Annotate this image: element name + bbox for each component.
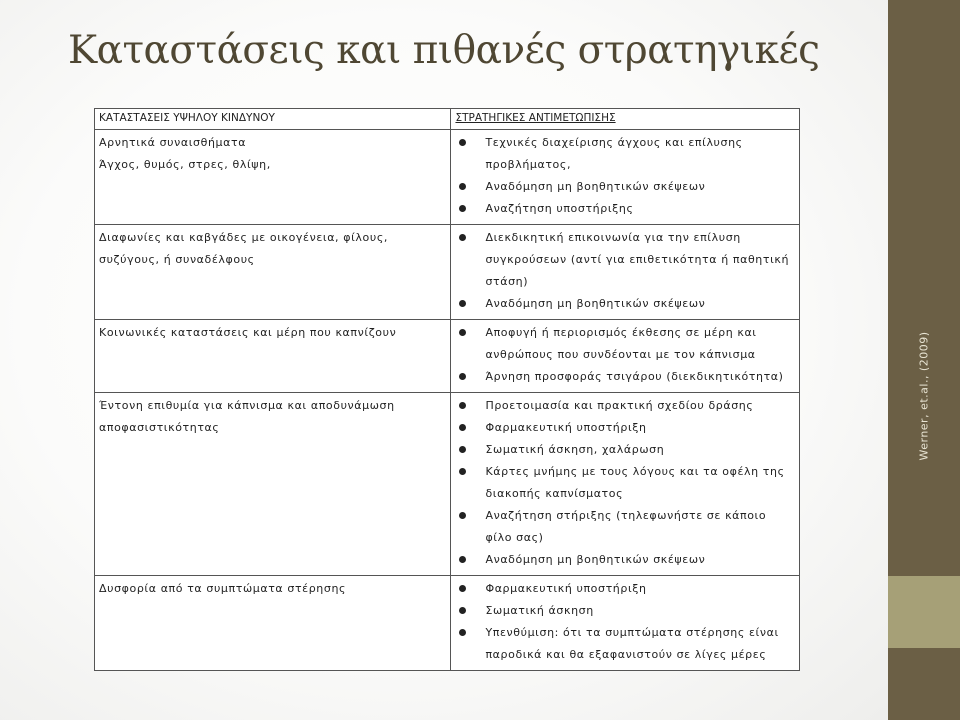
- situation-cell: [95, 130, 451, 225]
- table-row: [95, 393, 800, 576]
- situation-cell: [95, 576, 451, 671]
- strategy-text: Σωματική άσκηση, χαλάρωση: [485, 443, 665, 456]
- table-row: [95, 320, 800, 393]
- list-item: [455, 132, 795, 176]
- bullet-icon: [459, 205, 466, 212]
- table-row: [95, 130, 800, 225]
- list-item: [455, 505, 795, 549]
- strategy-text: Αναδόμηση μη βοηθητικών σκέψεων: [485, 180, 706, 193]
- bullet-icon: [459, 183, 466, 190]
- list-item: [455, 198, 795, 220]
- strategy-text: Αναζήτηση στήριξης (τηλεφωνήστε σε κάποιο φίλο σας): [485, 509, 767, 544]
- strategy-text: Υπενθύμιση: ότι τα συμπτώματα στέρησης είναι παροδικά και θα εξαφανιστούν σε λίγες μέρες: [485, 626, 779, 661]
- strategy-text: Αναδόμηση μη βοηθητικών σκέψεων: [485, 553, 706, 566]
- list-item: [455, 176, 795, 198]
- list-item: [455, 600, 795, 622]
- bullet-icon: [459, 234, 466, 241]
- page-title: Καταστάσεις και πιθανές στρατηγικές: [68, 28, 820, 73]
- strategy-text: Αναζήτηση υποστήριξης: [485, 202, 634, 215]
- strategy-cell: [451, 225, 800, 320]
- bullet-icon: [459, 512, 466, 519]
- list-item: [455, 293, 795, 315]
- citation-text: Werner, et.al., (2009): [917, 331, 931, 461]
- table-row: [95, 576, 800, 671]
- strategy-cell: [451, 320, 800, 393]
- strategy-list: [455, 227, 795, 315]
- situation-text: Έντονη επιθυμία για κάπνισμα και αποδυνάμωση αποφασιστικότητας: [99, 399, 395, 434]
- bullet-icon: [459, 607, 466, 614]
- bullet-icon: [459, 468, 466, 475]
- list-item: [455, 461, 795, 505]
- list-item: [455, 439, 795, 461]
- strategy-text: Προετοιμασία και πρακτική σχεδίου δράσης: [485, 399, 754, 412]
- table-body: [95, 130, 800, 671]
- bullet-icon: [459, 585, 466, 592]
- header-strategies: ΣΤΡΑΤΗΓΙΚΕΣ ΑΝΤΙΜΕΤΩΠΙΣΗΣ: [451, 109, 800, 130]
- sidebar-accent-block: [888, 576, 960, 648]
- situation-text: Δυσφορία από τα συμπτώματα στέρησης: [99, 582, 347, 595]
- strategy-list: [455, 322, 795, 388]
- strategy-text: Κάρτες μνήμης με τους λόγους και τα οφέλη της διακοπής καπνίσματος: [485, 465, 785, 500]
- list-item: [455, 417, 795, 439]
- bullet-icon: [459, 556, 466, 563]
- bullet-icon: [459, 373, 466, 380]
- situation-text: Άγχος, θυμός, στρες, θλίψη,: [99, 158, 271, 171]
- list-item: [455, 622, 795, 666]
- bullet-icon: [459, 402, 466, 409]
- bullet-icon: [459, 300, 466, 307]
- strategy-text: Τεχνικές διαχείρισης άγχους και επίλυσης προβλήματος,: [485, 136, 743, 171]
- strategy-list: [455, 578, 795, 666]
- list-item: [455, 549, 795, 571]
- situation-text: Κοινωνικές καταστάσεις και μέρη που καπνίζουν: [99, 326, 397, 339]
- list-item: [455, 578, 795, 600]
- bullet-icon: [459, 446, 466, 453]
- strategy-cell: [451, 130, 800, 225]
- strategy-text: Αποφυγή ή περιορισμός έκθεσης σε μέρη και ανθρώπους που συνδέονται με τον κάπνισμα: [485, 326, 757, 361]
- bullet-icon: [459, 424, 466, 431]
- situation-cell: [95, 225, 451, 320]
- strategy-text: Σωματική άσκηση: [485, 604, 594, 617]
- situation-cell: [95, 393, 451, 576]
- strategy-text: Διεκδικητική επικοινωνία για την επίλυση συγκρούσεων (αντί για επιθετικότητα ή παθητική στάση): [485, 231, 790, 288]
- strategies-table: [94, 108, 800, 671]
- list-item: [455, 322, 795, 366]
- list-item: [455, 366, 795, 388]
- header-situations: ΚΑΤΑΣΤΑΣΕΙΣ ΥΨΗΛΟΥ ΚΙΝΔΥΝΟΥ: [95, 109, 451, 130]
- strategy-cell: [451, 393, 800, 576]
- bullet-icon: [459, 139, 466, 146]
- situation-text: Αρνητικά συναισθήματα: [99, 136, 247, 149]
- strategy-text: Φαρμακευτική υποστήριξη: [485, 582, 647, 595]
- list-item: [455, 395, 795, 417]
- list-item: [455, 227, 795, 293]
- situation-cell: [95, 320, 451, 393]
- strategy-text: Φαρμακευτική υποστήριξη: [485, 421, 647, 434]
- strategy-list: [455, 132, 795, 220]
- situation-text: Διαφωνίες και καβγάδες με οικογένεια, φίλους, συζύγους, ή συναδέλφους: [99, 231, 388, 266]
- bullet-icon: [459, 329, 466, 336]
- table-header-row: [95, 109, 800, 130]
- strategy-text: Άρνηση προσφοράς τσιγάρου (διεκδικητικότητα): [485, 370, 784, 383]
- table-row: [95, 225, 800, 320]
- bullet-icon: [459, 629, 466, 636]
- strategy-list: [455, 395, 795, 571]
- strategy-cell: [451, 576, 800, 671]
- strategy-text: Αναδόμηση μη βοηθητικών σκέψεων: [485, 297, 706, 310]
